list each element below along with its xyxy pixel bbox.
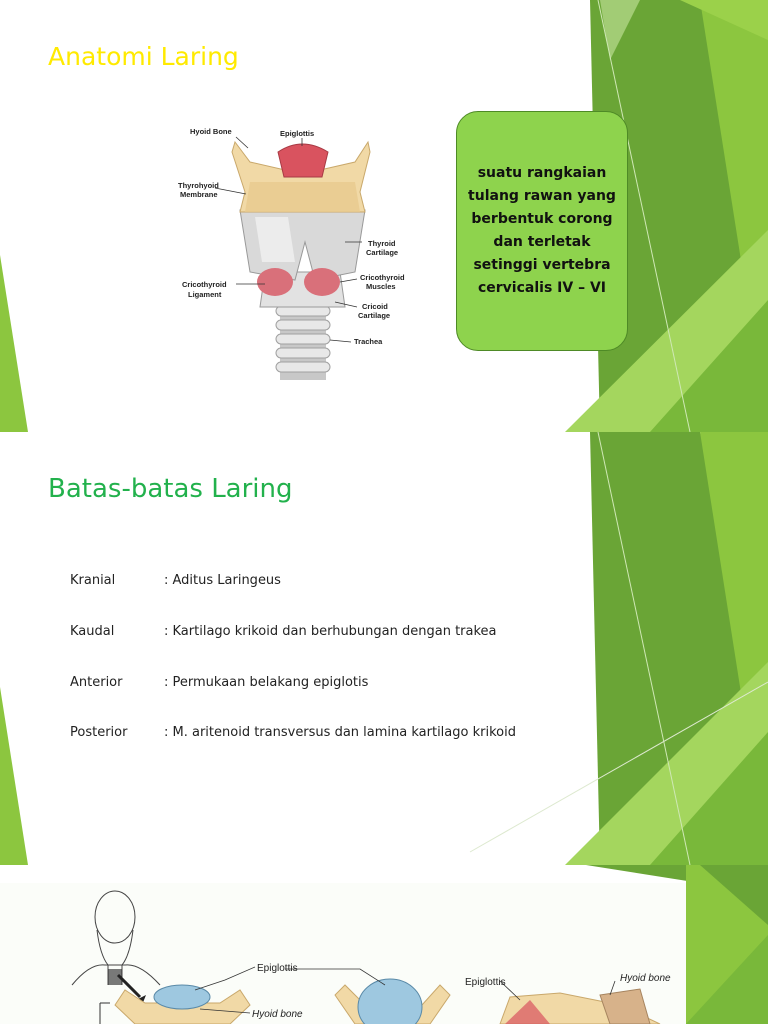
label-cricoid-cartilage: Cartilage (358, 311, 391, 320)
boundary-label: Kranial (70, 573, 116, 588)
label-muscles: Muscles (366, 282, 396, 291)
label-ligament: Ligament (188, 290, 222, 299)
boundary-label: Kaudal (70, 624, 115, 639)
label-hyoid-bone-view1: Hyoid bone (252, 1009, 303, 1020)
label-membrane: Membrane (180, 190, 218, 199)
larynx-views-figure (60, 885, 690, 1024)
epiglottis-shape-view2 (358, 979, 422, 1024)
boundary-value: : Permukaan belakang epiglotis (164, 675, 369, 690)
larynx-anatomy-figure (170, 122, 430, 384)
label-thyrohyoid: Thyrohyoid (178, 181, 219, 190)
slide-title: Anatomi Laring (48, 42, 239, 71)
slide-title: Batas-batas Laring (48, 474, 293, 504)
definition-callout (456, 111, 628, 351)
label-cricoid: Cricoid (362, 302, 388, 311)
cricothyroid-muscle-shape (257, 268, 293, 296)
callout-text: suatu rangkaian tulang rawan yang berbentuk corong dan terletak setinggi vertebra cervicalis IV – VI (468, 165, 616, 296)
label-epiglottis-view3: Epiglottis (465, 977, 506, 988)
label-thyroid: Thyroid (368, 239, 396, 248)
label-cartilage: Cartilage (366, 248, 399, 257)
boundary-value: : Aditus Laringeus (164, 573, 281, 588)
label-epiglottis: Epiglottis (280, 129, 315, 138)
label-hyoid-bone: Hyoid Bone (190, 127, 232, 136)
label-cricothyroid-ligament: Cricothyroid (182, 280, 227, 289)
label-hyoid-bone-view3: Hyoid bone (620, 973, 671, 984)
epiglottis-shape (278, 144, 328, 177)
label-cricothyroid-muscles: Cricothyroid (360, 273, 405, 282)
boundary-label: Posterior (70, 725, 128, 740)
epiglottis-shape-view1 (154, 985, 210, 1009)
slide-larynx-views (0, 865, 768, 1024)
slide-anatomi-laring (0, 0, 768, 432)
boundary-value: : M. aritenoid transversus dan lamina kartilago krikoid (164, 725, 516, 740)
label-trachea: Trachea (354, 337, 383, 346)
boundary-value: : Kartilago krikoid dan berhubungan dengan trakea (164, 624, 497, 639)
label-epiglottis-view1: Epiglottis (257, 963, 298, 974)
boundary-label: Anterior (70, 675, 123, 690)
